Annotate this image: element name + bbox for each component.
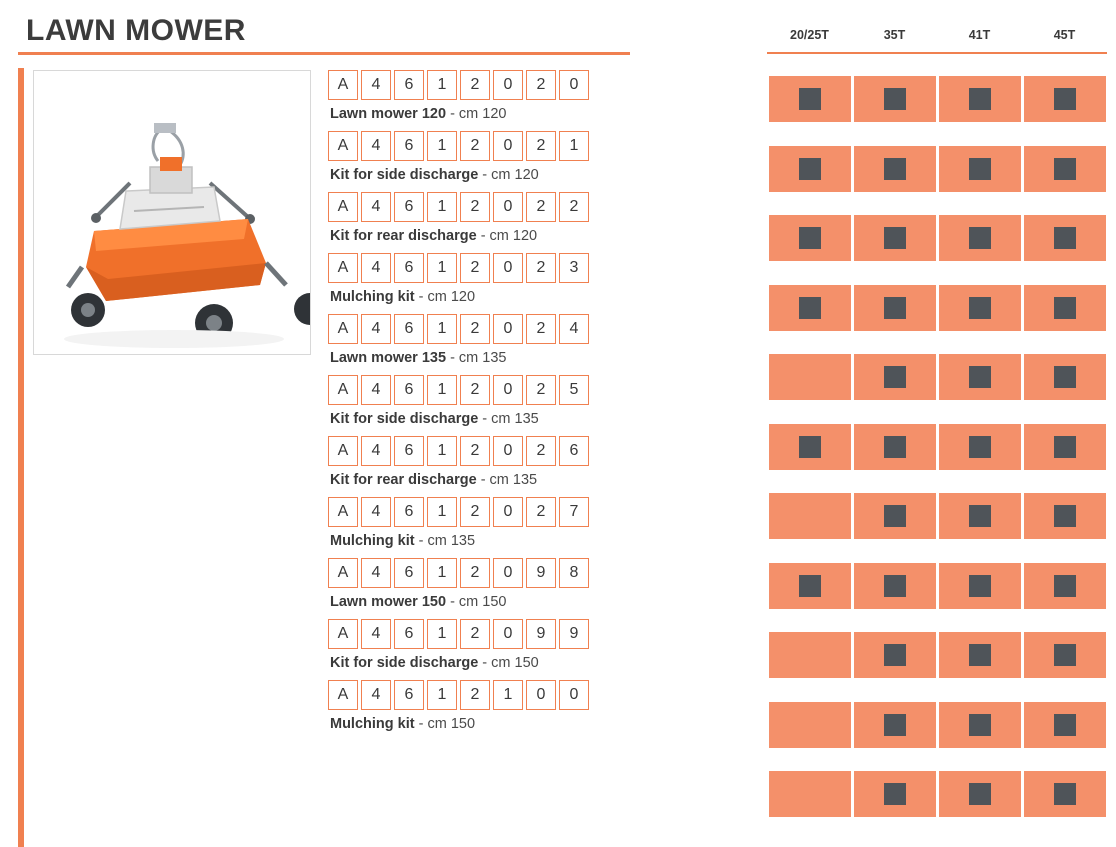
matrix-row [767, 424, 1107, 494]
code-digit: 6 [394, 619, 424, 649]
matrix-cell-band [854, 493, 936, 539]
compatible-marker-icon [969, 714, 991, 736]
matrix-header-row [767, 28, 1107, 48]
matrix-cell-band [939, 771, 1021, 817]
code-digit: 4 [361, 253, 391, 283]
code-digit: 1 [427, 70, 457, 100]
compatible-marker-icon [884, 575, 906, 597]
matrix-cell [767, 493, 852, 563]
code-digit: 2 [526, 253, 556, 283]
matrix-cell-band [854, 76, 936, 122]
code-row [328, 558, 628, 588]
matrix-cell [767, 285, 852, 355]
code-row [328, 619, 628, 649]
matrix-cell-band [854, 632, 936, 678]
matrix-cell-band [1024, 563, 1106, 609]
matrix-cell-band [1024, 215, 1106, 261]
code-digit: 0 [526, 680, 556, 710]
code-digit: 4 [361, 436, 391, 466]
code-digit: A [328, 558, 358, 588]
matrix-cell [937, 76, 1022, 146]
code-row [328, 680, 628, 710]
matrix-cell [767, 354, 852, 424]
matrix-cell-band [939, 215, 1021, 261]
matrix-cell-band [1024, 76, 1106, 122]
item-description [330, 350, 628, 366]
code-digit: 4 [559, 314, 589, 344]
compatible-marker-icon [1054, 158, 1076, 180]
code-digit: 2 [526, 375, 556, 405]
matrix-cell-band [769, 76, 851, 122]
item-description [330, 655, 628, 671]
matrix-row [767, 215, 1107, 285]
matrix-cell-band [769, 771, 851, 817]
matrix-cell [767, 702, 852, 772]
compatible-marker-icon [884, 505, 906, 527]
matrix-cell-band [769, 354, 851, 400]
code-digit: 7 [559, 497, 589, 527]
matrix-cell [852, 285, 937, 355]
code-digit: 1 [427, 680, 457, 710]
compatible-marker-icon [799, 436, 821, 458]
code-digit: 2 [460, 558, 490, 588]
code-digit: 0 [493, 497, 523, 527]
compatible-marker-icon [969, 505, 991, 527]
matrix-cell-band [769, 493, 851, 539]
compatible-marker-icon [884, 227, 906, 249]
code-row [328, 314, 628, 344]
matrix-cell [1022, 632, 1107, 702]
code-digit: 2 [460, 314, 490, 344]
matrix-cell-band [769, 146, 851, 192]
code-digit: 1 [427, 375, 457, 405]
matrix-cell-band [769, 702, 851, 748]
code-digit: 4 [361, 192, 391, 222]
code-digit: 1 [427, 192, 457, 222]
item-description [330, 594, 628, 610]
matrix-cell-band [1024, 424, 1106, 470]
matrix-cell [937, 493, 1022, 563]
item-size: - cm 120 [480, 228, 538, 244]
matrix-cell [852, 215, 937, 285]
code-digit: 6 [394, 436, 424, 466]
matrix-cell [1022, 771, 1107, 841]
compatible-marker-icon [1054, 505, 1076, 527]
matrix-cell-band [854, 146, 936, 192]
item-description [330, 716, 628, 732]
matrix-row [767, 76, 1107, 146]
matrix-cell-band [769, 424, 851, 470]
compatible-marker-icon [1054, 88, 1076, 110]
matrix-cell-band [854, 285, 936, 331]
compatible-marker-icon [884, 783, 906, 805]
left-accent-bar [18, 68, 24, 847]
item-size: - cm 120 [482, 167, 539, 183]
matrix-cell [852, 146, 937, 216]
code-digit: 1 [559, 131, 589, 161]
matrix-cell [767, 771, 852, 841]
item-size: - cm 150 [418, 716, 476, 732]
code-digit: 6 [394, 253, 424, 283]
item-name: Mulching kit [330, 716, 415, 732]
matrix-column-header: 45T [1053, 28, 1076, 42]
code-digit: 1 [427, 497, 457, 527]
compatible-marker-icon [969, 297, 991, 319]
code-digit: A [328, 253, 358, 283]
lawn-mower-illustration [34, 71, 310, 354]
compatible-marker-icon [969, 436, 991, 458]
matrix-column-header: 41T [968, 28, 991, 42]
compatible-marker-icon [1054, 297, 1076, 319]
code-digit: 1 [427, 436, 457, 466]
code-digit: 5 [559, 375, 589, 405]
matrix-cell [852, 632, 937, 702]
code-digit: 2 [526, 131, 556, 161]
matrix-cell-band [1024, 285, 1106, 331]
matrix-cell [852, 354, 937, 424]
item-description [330, 472, 628, 488]
code-digit: A [328, 375, 358, 405]
code-digit: 0 [493, 70, 523, 100]
item-description [330, 289, 628, 305]
page-title: LAWN MOWER [26, 14, 246, 47]
matrix-cell [852, 771, 937, 841]
matrix-cell [767, 563, 852, 633]
matrix-cell [1022, 563, 1107, 633]
code-digit: 8 [559, 558, 589, 588]
matrix-cell [767, 76, 852, 146]
compatible-marker-icon [884, 88, 906, 110]
code-digit: 6 [394, 131, 424, 161]
compatible-marker-icon [1054, 714, 1076, 736]
item-description [330, 228, 628, 244]
matrix-cell [1022, 285, 1107, 355]
product-image [33, 70, 311, 355]
matrix-cell-band [1024, 493, 1106, 539]
code-digit: A [328, 314, 358, 344]
matrix-cell-band [939, 424, 1021, 470]
code-digit: 0 [559, 680, 589, 710]
compatible-marker-icon [884, 297, 906, 319]
matrix-row [767, 354, 1107, 424]
matrix-cell [937, 424, 1022, 494]
matrix-cell-band [769, 285, 851, 331]
code-digit: 6 [394, 497, 424, 527]
code-row [328, 131, 628, 161]
code-digit: 1 [427, 131, 457, 161]
compatible-marker-icon [1054, 575, 1076, 597]
code-digit: 6 [394, 192, 424, 222]
item-name: Lawn mower 150 [330, 594, 447, 610]
matrix-cell [1022, 354, 1107, 424]
code-digit: 9 [526, 619, 556, 649]
code-digit: 4 [361, 314, 391, 344]
matrix-cell-band [939, 285, 1021, 331]
code-digit: 2 [460, 375, 490, 405]
matrix-cell [767, 632, 852, 702]
code-row [328, 436, 628, 466]
code-digit: 4 [361, 680, 391, 710]
matrix-cell-band [1024, 702, 1106, 748]
compatible-marker-icon [1054, 783, 1076, 805]
matrix-cell-band [854, 771, 936, 817]
matrix-row [767, 771, 1107, 841]
code-digit: 2 [460, 497, 490, 527]
code-digit: 0 [493, 314, 523, 344]
code-digit: 3 [559, 253, 589, 283]
code-digit: 2 [460, 680, 490, 710]
matrix-row [767, 702, 1107, 772]
code-digit: 0 [493, 558, 523, 588]
code-digit: 0 [493, 192, 523, 222]
matrix-cell [937, 215, 1022, 285]
compatible-marker-icon [884, 158, 906, 180]
matrix-cell [767, 146, 852, 216]
code-digit: 2 [526, 497, 556, 527]
matrix-cell [852, 493, 937, 563]
matrix-cell [1022, 493, 1107, 563]
code-digit: 2 [460, 131, 490, 161]
code-digit: 2 [460, 70, 490, 100]
matrix-cell-band [1024, 632, 1106, 678]
item-name: Kit for side discharge [330, 411, 479, 427]
code-digit: 4 [361, 619, 391, 649]
item-name: Kit for side discharge [330, 167, 479, 183]
item-size: - cm 135 [418, 533, 476, 549]
code-digit: 6 [394, 375, 424, 405]
compatible-marker-icon [799, 297, 821, 319]
title-divider [18, 52, 630, 55]
compatible-marker-icon [969, 644, 991, 666]
compatible-marker-icon [884, 366, 906, 388]
item-name: Kit for rear discharge [330, 472, 477, 488]
matrix-cell [1022, 215, 1107, 285]
code-row [328, 192, 628, 222]
code-digit: 2 [526, 314, 556, 344]
matrix-row [767, 493, 1107, 563]
code-digit: 6 [394, 558, 424, 588]
matrix-cell [1022, 76, 1107, 146]
code-digit: 2 [559, 192, 589, 222]
code-digit: 4 [361, 375, 391, 405]
compatible-marker-icon [884, 436, 906, 458]
compatible-marker-icon [969, 88, 991, 110]
compatible-marker-icon [1054, 227, 1076, 249]
matrix-cell-band [854, 215, 936, 261]
item-description [330, 106, 628, 122]
matrix-row [767, 146, 1107, 216]
code-digit: 2 [460, 436, 490, 466]
compatible-marker-icon [969, 575, 991, 597]
matrix-cell [1022, 702, 1107, 772]
code-digit: A [328, 192, 358, 222]
item-size: - cm 135 [482, 411, 539, 427]
product-code-list [328, 70, 628, 741]
item-name: Kit for side discharge [330, 655, 479, 671]
matrix-cell [852, 702, 937, 772]
compatible-marker-icon [799, 575, 821, 597]
matrix-cell-band [769, 215, 851, 261]
compatible-marker-icon [969, 227, 991, 249]
matrix-cell [1022, 424, 1107, 494]
code-row [328, 70, 628, 100]
matrix-column-header: 35T [883, 28, 906, 42]
compatible-marker-icon [1054, 366, 1076, 388]
compatible-marker-icon [1054, 436, 1076, 458]
code-digit: 1 [427, 619, 457, 649]
item-name: Mulching kit [330, 289, 415, 305]
code-digit: 4 [361, 558, 391, 588]
code-digit: 9 [526, 558, 556, 588]
code-digit: 6 [559, 436, 589, 466]
compatible-marker-icon [969, 366, 991, 388]
item-size: - cm 120 [418, 289, 476, 305]
matrix-cell [937, 632, 1022, 702]
code-row [328, 253, 628, 283]
code-digit: 2 [526, 436, 556, 466]
code-digit: 4 [361, 497, 391, 527]
code-digit: 4 [361, 131, 391, 161]
compatible-marker-icon [884, 714, 906, 736]
code-digit: 0 [493, 131, 523, 161]
code-digit: 0 [493, 436, 523, 466]
matrix-cell [767, 215, 852, 285]
matrix-cell-band [769, 563, 851, 609]
compatible-marker-icon [969, 783, 991, 805]
item-name: Kit for rear discharge [330, 228, 477, 244]
matrix-cell-band [1024, 354, 1106, 400]
compatible-marker-icon [799, 88, 821, 110]
matrix-cell-band [939, 146, 1021, 192]
item-description [330, 411, 628, 427]
matrix-cell-band [939, 354, 1021, 400]
code-digit: 4 [361, 70, 391, 100]
matrix-row [767, 563, 1107, 633]
matrix-cell [767, 424, 852, 494]
code-digit: 1 [427, 314, 457, 344]
matrix-cell [937, 563, 1022, 633]
matrix-cell-band [939, 563, 1021, 609]
matrix-cell-band [1024, 771, 1106, 817]
compatible-marker-icon [799, 158, 821, 180]
matrix-cell [852, 563, 937, 633]
compatible-marker-icon [969, 158, 991, 180]
matrix-cell-band [1024, 146, 1106, 192]
matrix-cell [937, 354, 1022, 424]
code-digit: 2 [460, 192, 490, 222]
code-digit: 0 [493, 619, 523, 649]
item-description [330, 533, 628, 549]
code-row [328, 497, 628, 527]
matrix-cell-band [854, 424, 936, 470]
matrix-cell-band [769, 632, 851, 678]
code-digit: 9 [559, 619, 589, 649]
compatible-marker-icon [884, 644, 906, 666]
matrix-cell-band [939, 76, 1021, 122]
matrix-cell [937, 146, 1022, 216]
item-size: - cm 120 [450, 106, 507, 122]
code-digit: 6 [394, 70, 424, 100]
code-digit: 1 [493, 680, 523, 710]
item-size: - cm 150 [482, 655, 539, 671]
compatibility-matrix [767, 28, 1107, 48]
code-digit: A [328, 619, 358, 649]
compatible-marker-icon [1054, 644, 1076, 666]
matrix-body [767, 76, 1107, 841]
code-digit: 2 [526, 70, 556, 100]
matrix-cell [852, 424, 937, 494]
item-size: - cm 135 [480, 472, 538, 488]
code-digit: 1 [427, 253, 457, 283]
item-name: Mulching kit [330, 533, 415, 549]
code-digit: A [328, 131, 358, 161]
code-digit: 2 [460, 253, 490, 283]
code-digit: A [328, 680, 358, 710]
matrix-column-header: 20/25T [790, 28, 829, 42]
item-size: - cm 135 [450, 350, 507, 366]
matrix-header-divider [767, 52, 1107, 54]
matrix-cell [937, 702, 1022, 772]
code-digit: A [328, 70, 358, 100]
code-digit: 0 [493, 375, 523, 405]
matrix-cell [1022, 146, 1107, 216]
matrix-cell-band [939, 493, 1021, 539]
code-digit: 0 [559, 70, 589, 100]
code-row [328, 375, 628, 405]
matrix-cell-band [854, 702, 936, 748]
item-name: Lawn mower 135 [330, 350, 447, 366]
code-digit: 6 [394, 680, 424, 710]
compatible-marker-icon [799, 227, 821, 249]
code-digit: 6 [394, 314, 424, 344]
code-digit: A [328, 436, 358, 466]
code-digit: A [328, 497, 358, 527]
matrix-cell-band [939, 632, 1021, 678]
matrix-cell [937, 771, 1022, 841]
matrix-row [767, 285, 1107, 355]
code-digit: 2 [460, 619, 490, 649]
matrix-cell-band [939, 702, 1021, 748]
matrix-cell-band [854, 563, 936, 609]
code-digit: 2 [526, 192, 556, 222]
matrix-row [767, 632, 1107, 702]
matrix-cell [852, 76, 937, 146]
code-digit: 0 [493, 253, 523, 283]
matrix-cell [937, 285, 1022, 355]
item-size: - cm 150 [450, 594, 507, 610]
item-name: Lawn mower 120 [330, 106, 447, 122]
item-description [330, 167, 628, 183]
matrix-cell-band [854, 354, 936, 400]
code-digit: 1 [427, 558, 457, 588]
